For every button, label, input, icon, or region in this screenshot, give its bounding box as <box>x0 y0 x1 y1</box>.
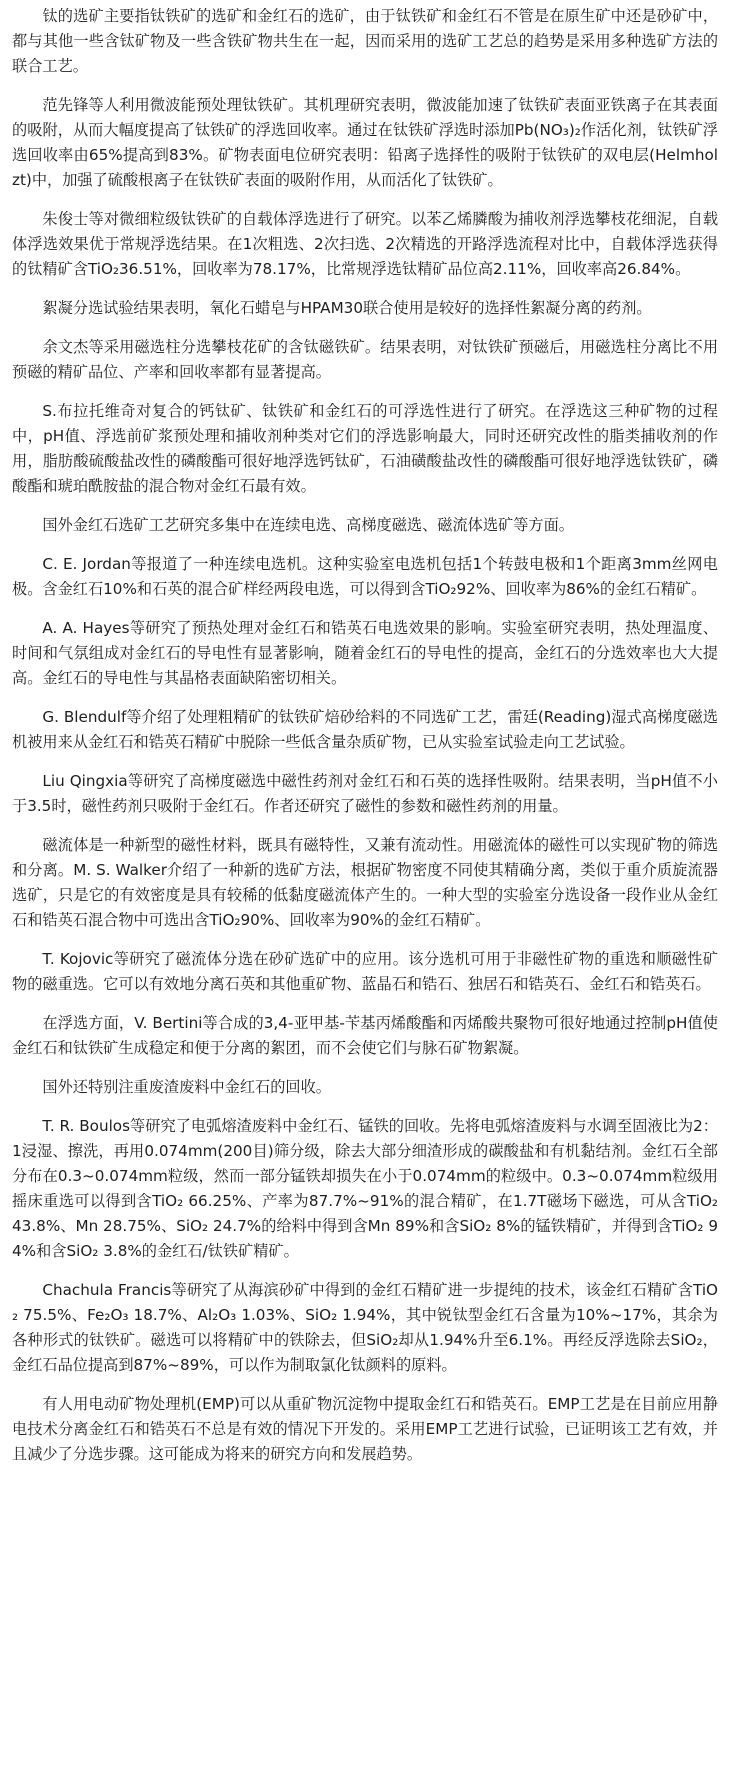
paragraph-3: 朱俊士等对微细粒级钛铁矿的自载体浮选进行了研究。以苯乙烯膦酸为捕收剂浮选攀枝花细泥，自载体浮选效果优于常规浮选结果。在1次粗选、2次扫选、2次精选的开路浮选流程对比中，自载体浮选获得的钛精矿含TiO₂36.51%，回收率为78.17%，比常规浮选钛精矿品位高2.11%，回收率高26.84%。 <box>12 210 718 278</box>
paragraph-10: G. Blendulf等介绍了处理粗精矿的钛铁矿焙砂给料的不同选矿工艺，雷廷(Reading)湿式高梯度磁选机被用来从金红石和锆英石精矿中脱除一些低含量杂质矿物，已从实验室试验走向工艺试验。 <box>12 708 718 751</box>
paragraph-17: Chachula Francis等研究了从海滨砂矿中得到的金红石精矿进一步提纯的技术，该金红石精矿含TiO₂ 75.5%、Fe₂O₃ 18.7%、Al₂O₃ 1.03%、SiO₂ 1.94%，其中锐钛型金红石含量为10%~17%，其余为各种形式的钛铁矿。磁选可以将精矿中的铁除去，但SiO₂却从1.94%升至6.1%。再经反浮选除去SiO₂，金红石品位提高到87%~89%，可以作为制取氯化钛颜料的原料。 <box>12 1281 718 1374</box>
paragraph-11: Liu Qingxia等研究了高梯度磁选中磁性药剂对金红石和石英的选择性吸附。结果表明，当pH值不小于3.5时，磁性药剂只吸附于金红石。作者还研究了磁性的参数和磁性药剂的用量。 <box>12 772 718 815</box>
paragraph-4: 絮凝分选试验结果表明，氧化石蜡皂与HPAM30联合使用是较好的选择性絮凝分离的药剂。 <box>42 299 652 317</box>
paragraph-1: 钛的选矿主要指钛铁矿的选矿和金红石的选矿，由于钛铁矿和金红石不管是在原生矿中还是砂矿中，都与其他一些含钛矿物及一些含铁矿物共生在一起，因而采用的选矿工艺总的趋势是采用多种选矿方法的联合工艺。 <box>12 7 718 75</box>
paragraph-5: 余文杰等采用磁选柱分选攀枝花矿的含钛磁铁矿。结果表明，对钛铁矿预磁后，用磁选柱分离比不用预磁的精矿品位、产率和回收率都有显著提高。 <box>12 338 718 381</box>
article-body <box>12 4 718 1481</box>
paragraph-15: 国外还特别注重废渣废料中金红石的回收。 <box>42 1078 331 1096</box>
paragraph-14: 在浮选方面，V. Bertini等合成的3,4-亚甲基-苄基丙烯酸酯和丙烯酸共聚物可很好地通过控制pH值使金红石和钛铁矿生成稳定和便于分离的絮团，而不会使它们与脉石矿物絮凝。 <box>12 1014 718 1057</box>
paragraph-12: 磁流体是一种新型的磁性材料，既具有磁特性，又兼有流动性。用磁流体的磁性可以实现矿物的筛选和分离。M. S. Walker介绍了一种新的选矿方法，根据矿物密度不同使其精确分离，类似于重介质旋流器选矿，只是它的有效密度是具有较稀的低黏度磁流体产生的。一种大型的实验室分选设备一段作业从金红石和锆英石混合物中可选出含TiO₂90%、回收率为90%的金红石精矿。 <box>12 836 718 929</box>
paragraph-6: S.布拉托维奇对复合的钙钛矿、钛铁矿和金红石的可浮选性进行了研究。在浮选这三种矿物的过程中，pH值、浮选前矿浆预处理和捕收剂种类对它们的浮选影响最大，同时还研究改性的脂类捕收剂的作用，脂肪酸硫酸盐改性的磷酸酯可很好地浮选钙钛矿，石油磺酸盐改性的磷酸酯可很好地浮选钛铁矿，磷酸酯和琥珀酰胺盐的混合物对金红石最有效。 <box>12 402 718 495</box>
paragraph-9: A. A. Hayes等研究了预热处理对金红石和锆英石电选效果的影响。实验室研究表明，热处理温度、时间和气氛组成对金红石的导电性有显著影响，随着金红石的导电性的提高，金红石的分选效率也大大提高。金红石的导电性与其晶格表面缺陷密切相关。 <box>12 619 718 687</box>
paragraph-16: T. R. Boulos等研究了电弧熔渣废料中金红石、锰铁的回收。先将电弧熔渣废料与水调至固液比为2：1浸湿、擦洗，再用0.074mm(200目)筛分级，除去大部分细渣形成的碳酸盐和有机黏结剂。金红石全部分布在0.3~0.074mm粒级，然而一部分锰铁却损失在小于0.074mm的粒级中。0.3~0.074mm粒级用摇床重选可以得到含TiO₂ 66.25%、产率为87.7%~91%的混合精矿，在1.7T磁场下磁选，可从含TiO₂ 43.8%、Mn 28.75%、SiO₂ 24.7%的给料中得到含Mn 89%和含SiO₂ 8%的锰铁精矿，并得到含TiO₂ 94%和含SiO₂ 3.8%的金红石/钛铁矿精矿。 <box>12 1117 718 1260</box>
paragraph-2: 范先锋等人利用微波能预处理钛铁矿。其机理研究表明，微波能加速了钛铁矿表面亚铁离子在其表面的吸附，从而大幅度提高了钛铁矿的浮选回收率。通过在钛铁矿浮选时添加Pb(NO₃)₂作活化剂，钛铁矿浮选回收率由65%提高到83%。矿物表面电位研究表明：铅离子选择性的吸附于钛铁矿的双电层(Helmholzt)中，加强了硫酸根离子在钛铁矿表面的吸附作用，从而活化了钛铁矿。 <box>12 96 718 189</box>
paragraph-7: 国外金红石选矿工艺研究多集中在连续电选、高梯度磁选、磁流体选矿等方面。 <box>42 516 574 534</box>
paragraph-8: C. E. Jordan等报道了一种连续电选机。这种实验室电选机包括1个转鼓电极和1个距离3mm丝网电极。含金红石10%和石英的混合矿样经两段电选，可以得到含TiO₂92%、回收率为86%的金红石精矿。 <box>12 555 718 598</box>
paragraph-13: T. Kojovic等研究了磁流体分选在砂矿选矿中的应用。该分选机可用于非磁性矿物的重选和顺磁性矿物的磁重选。它可以有效地分离石英和其他重矿物、蓝晶石和锆石、独居石和锆英石、金红石和锆英石。 <box>12 950 718 993</box>
paragraph-18: 有人用电动矿物处理机(EMP)可以从重矿物沉淀物中提取金红石和锆英石。EMP工艺是在目前应用静电技术分离金红石和锆英石不总是有效的情况下开发的。采用EMP工艺进行试验，已证明该工艺有效，并且减少了分选步骤。这可能成为将来的研究方向和发展趋势。 <box>12 1395 718 1463</box>
